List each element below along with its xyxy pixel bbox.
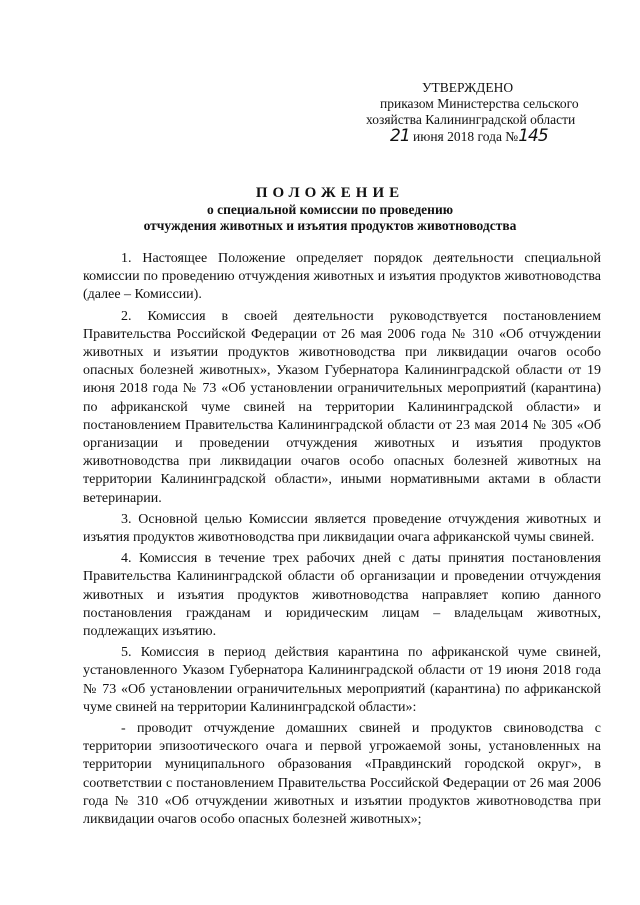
paragraph-3: 3. Основной целью Комиссии является проведение отчуждения животных и изъятия продуктов животноводства при ликвидации очага африканской чумы свиней. [83,511,601,546]
document-title: ПОЛОЖЕНИЕ [255,185,405,201]
handwritten-day: 21 [390,126,410,146]
document-subtitle-line-1: о специальной комиссии по проведению [206,202,454,217]
approval-order-line: приказом Министерства сельского [380,96,579,111]
handwritten-number: 145 [518,126,548,146]
document-body [83,250,601,832]
approval-heading: УТВЕРЖДЕНО [422,80,514,95]
approval-ministry-line: хозяйства Калининградской области [366,112,576,127]
paragraph-1: 1. Настоящее Положение определяет порядок деятельности специальной комиссии по проведению отчуждения животных и изъятия продуктов животноводства (далее – Комиссии). [83,251,601,303]
paragraph-2: 2. Комиссия в своей деятельности руководствуется постановлением Правительства Российской Федерации от 26 мая 2006 года № 310 «Об отчуждении животных и изъятии продуктов животноводства при ликвидации очагов особо опасных болезней животных», Указом Губернатора Калининградской области от 19 июня 2018 года № 73 «Об установлении ограничительных мероприятий (карантина) по африканской чуме свиней на территории Калининградской области» и постановлением Правительства Калининградской области от 23 мая 2014 № 305 «Об организации и проведении отчуждения животных и изъятия продуктов животноводства при ликвидации очагов особо опасных болезней животных на территории Калининградской области», иными нормативными актами в области ветеринарии. [83,308,601,506]
paragraph-5: 5. Комиссия в период действия карантина по африканской чуме свиней, установленного Указом Губернатора Калининградской области от 19 июня 2018 года № 73 «Об установлении ограничительных мероприятий (карантина) по африканской чуме свиней на территории Калининградской области»: [83,645,601,715]
paragraph-4: 4. Комиссия в течение трех рабочих дней с даты принятия постановления Правительства Калининградской области об организации и проведении отчуждения животных и изъятия продуктов животноводства направляет копию данного постановления гражданам и юридическим лицам – владельцам животных, подлежащих изъятию. [83,551,601,640]
approval-date-text: июня 2018 года № [409,129,519,144]
approval-stamp [366,80,616,145]
document-subtitle-line-2: отчуждения животных и изъятия продуктов животноводства [143,218,517,233]
paragraph-5-item: - проводит отчуждение домашних свиней и продуктов свиноводства с территории эпизоотического очага и первой угрожаемой зоны, установленных на территории муниципального образования «Правдинский городской округ», в соответствии с постановлением Правительства Российской Федерации от 26 мая 2006 года № 310 «Об отчуждении животных и изъятии продуктов животноводства при ликвидации очагов особо опасных болезней животных»; [83,721,601,828]
title-block [80,184,580,234]
approval-date-line [366,128,616,145]
